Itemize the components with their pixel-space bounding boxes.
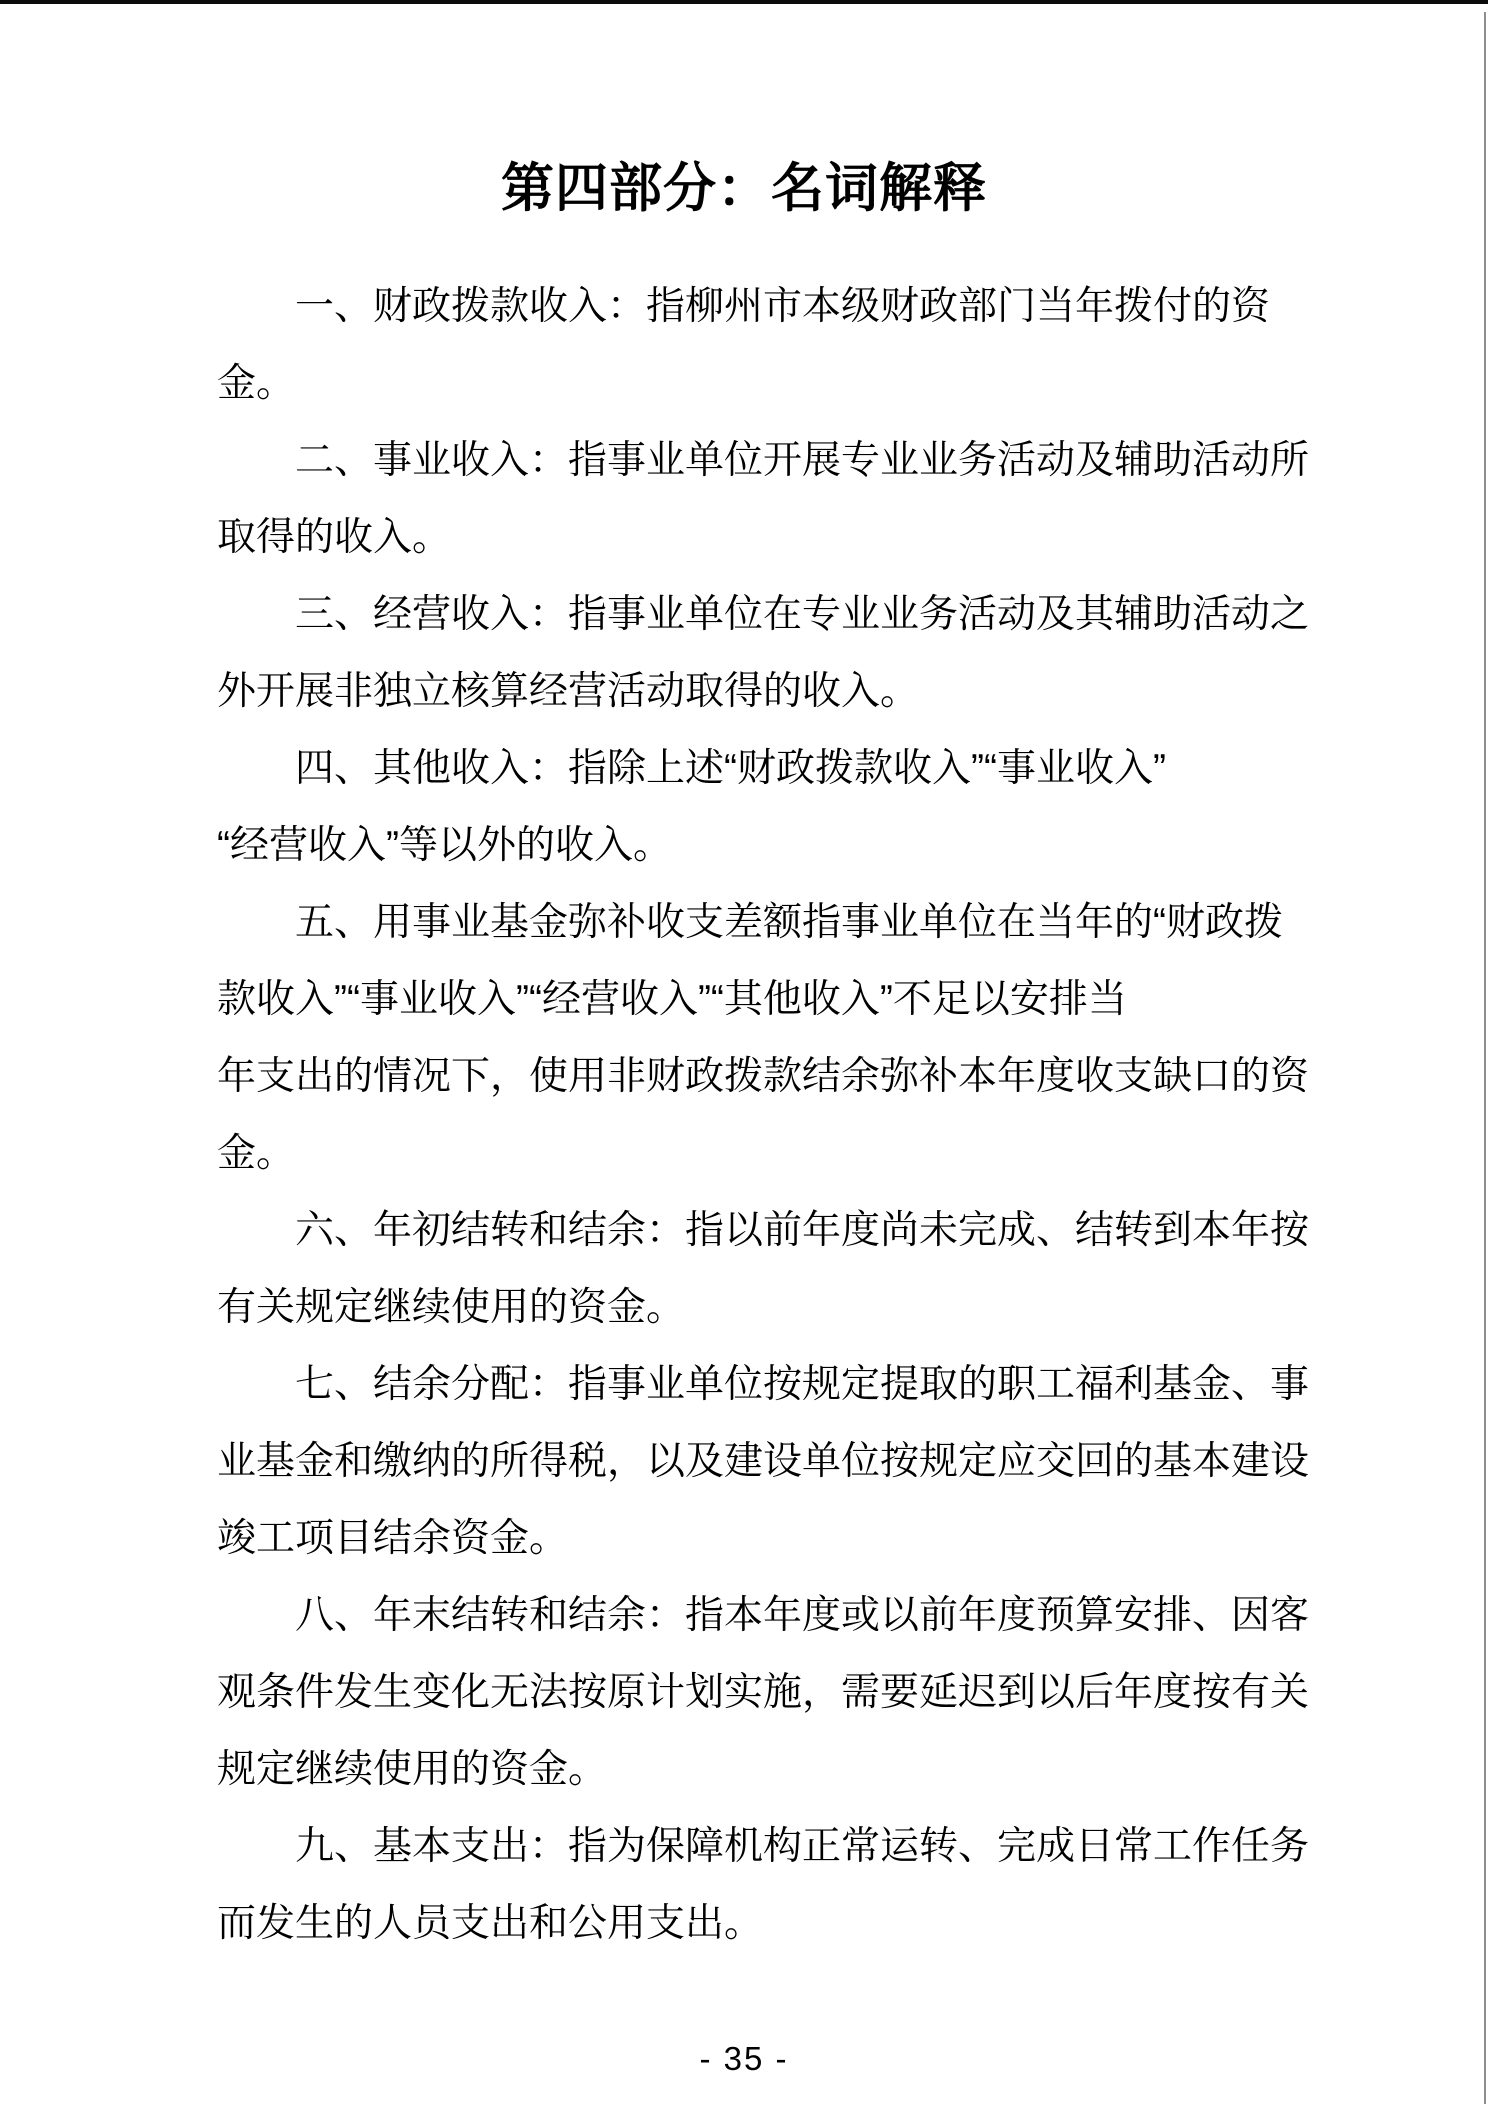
text-line: 观条件发生变化无法按原计划实施，需要延迟到以后年度按有关 (217, 1671, 1310, 1714)
text-line: 九、基本支出：指为保障机构正常运转、完成日常工作任务 (295, 1825, 1310, 1868)
text-line: 业基金和缴纳的所得税，以及建设单位按规定应交回的基本建设 (217, 1440, 1310, 1483)
text-line: 有关规定继续使用的资金。 (217, 1286, 686, 1329)
text-line: 取得的收入。 (217, 516, 452, 559)
page-number: - 35 - (699, 2040, 789, 2077)
text-line: 二、事业收入：指事业单位开展专业业务活动及辅助活动所 (295, 439, 1310, 482)
text-line: 规定继续使用的资金。 (217, 1748, 608, 1791)
document-body (217, 268, 1310, 1962)
text-line: 而发生的人员支出和公用支出。 (217, 1902, 764, 1945)
text-line: 一、财政拨款收入：指柳州市本级财政部门当年拨付的资 (295, 285, 1271, 328)
text-line: “经营收入”等以外的收入。 (217, 824, 672, 867)
text-line: 金。 (217, 362, 296, 405)
page-title: 第四部分：名词解释 (501, 159, 987, 218)
right-edge-line (1484, 12, 1486, 2104)
text-line: 四、其他收入：指除上述“财政拨款收入”“事业收入” (295, 747, 1166, 790)
text-line: 三、经营收入：指事业单位在专业业务活动及其辅助活动之 (295, 593, 1310, 636)
text-line: 外开展非独立核算经营活动取得的收入。 (217, 670, 920, 713)
text-line: 六、年初结转和结余：指以前年度尚未完成、结转到本年按 (295, 1209, 1310, 1252)
text-line: 竣工项目结余资金。 (217, 1517, 569, 1560)
text-line: 五、用事业基金弥补收支差额指事业单位在当年的“财政拨 (295, 901, 1283, 944)
top-edge-line (0, 0, 1488, 4)
text-line: 八、年末结转和结余：指本年度或以前年度预算安排、因客 (295, 1594, 1310, 1637)
text-line: 年支出的情况下，使用非财政拨款结余弥补本年度收支缺口的资 (217, 1055, 1310, 1098)
text-line: 金。 (217, 1132, 296, 1175)
text-line: 七、结余分配：指事业单位按规定提取的职工福利基金、事 (295, 1363, 1310, 1406)
text-line: 款收入”“事业收入”“经营收入”“其他收入”不足以安排当 (217, 978, 1127, 1021)
